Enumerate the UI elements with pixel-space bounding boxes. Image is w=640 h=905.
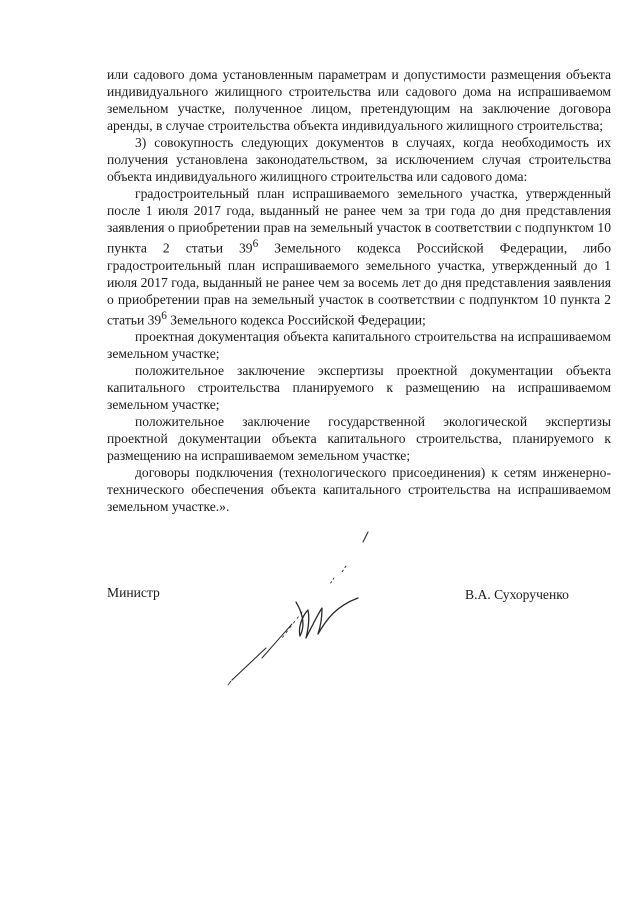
paragraph-item-3: 3) совокупность следующих документов в случаях, когда необходимость их получения установлена законодательством, за исключением случая строительства объекта индивидуального жилищного строительства или садового дома: xyxy=(107,135,611,184)
gradplan-text-c: Земельного кодекса Российской Федерации; xyxy=(166,312,426,328)
position-title: Министр xyxy=(107,585,160,600)
paragraph-eco-expertise: положительное заключение государственной экологической экспертизы проектной документации объекта капитального строительства, планируемого к размещению на испрашиваемом земельном участке; xyxy=(107,414,611,464)
paragraph-gradplan xyxy=(107,185,611,328)
paragraph-project-docs: проектная документация объекта капитального строительства на испрашиваемом земельном участке; xyxy=(107,329,611,362)
gradplan-text-a: градостроительный план испрашиваемого земельного участка, утвержденный после 1 июля 2017 года, выданный не ранее чем за три года до дня представления заявления о приобретении прав на земельный участок в соответствии с подпунктом 10 пункта 2 статьи 39 xyxy=(107,186,611,256)
document-body xyxy=(107,66,611,515)
paragraph-continuation: или садового дома установленным параметрам и допустимости размещения объекта индивидуального жилищного строительства или садового дома на испрашиваемом земельном участке, полученное лицом, претендующим на заключение договора аренды, в случае строительства объекта индивидуального жилищного строительства; xyxy=(107,67,611,133)
signer-name: В.А. Сухорученко xyxy=(465,587,569,602)
paragraph-connection-contracts: договоры подключения (технологического присоединения) к сетям инженерно-технического обеспечения объекта капитального строительства на испрашиваемом земельном участке.». xyxy=(107,465,611,515)
paragraph-expertise: положительное заключение экспертизы проектной документации объекта капитального строительства планируемого к размещению на испрашиваемом земельном участке; xyxy=(107,363,611,413)
gradplan-text-b: Земельного кодекса Российской Федерации, либо градостроительный план испрашиваемого земельного участка, утвержденный до 1 июля 2017 года, выданный не ранее чем за восемь лет до дня представления заявления о приобретении прав на земельный участок в соответствии с подпунктом 10 пункта 2 статьи 39 xyxy=(107,240,611,328)
handwritten-signature xyxy=(222,520,382,690)
article-superscript: 6 xyxy=(161,309,167,322)
article-superscript: 6 xyxy=(252,238,259,250)
